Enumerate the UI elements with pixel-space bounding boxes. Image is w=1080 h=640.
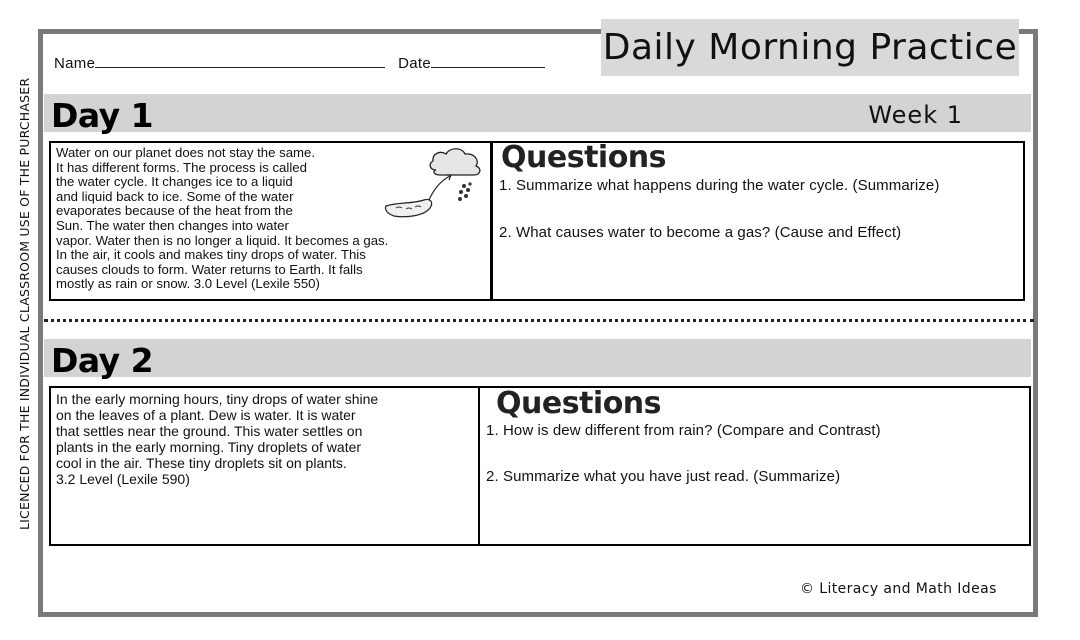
day2-label: Day 2	[51, 341, 154, 380]
passage-line: vapor. Water then is no longer a liquid. It becomes a gas.	[56, 232, 389, 248]
questions-title: Questions	[496, 386, 662, 421]
section-divider	[44, 319, 1034, 322]
passage-line: Water on our planet does not stay the same.	[56, 145, 316, 160]
day2-passage	[49, 386, 480, 546]
passage-line: causes clouds to form. Water returns to Earth. It falls	[56, 261, 363, 277]
passage-line: the water cycle. It changes ice to a liquid	[56, 174, 293, 190]
name-blank[interactable]	[95, 53, 385, 68]
passage-line: and liquid back to ice. Some of the water	[56, 188, 294, 204]
license-notice: LICENCED FOR THE INDIVIDUAL CLASSROOM USE OF THE PURCHASER	[17, 77, 32, 530]
questions-title: Questions	[501, 140, 667, 175]
passage-line: Sun. The water then changes into water	[56, 217, 289, 233]
question-item: 2. Summarize what you have just read. (Summarize)	[486, 468, 841, 485]
passage-line: on the leaves of a plant. Dew is water. It is water	[56, 407, 356, 423]
passage-line: evaporates because of the heat from the	[56, 203, 293, 219]
page-title: Daily Morning Practice	[601, 19, 1019, 76]
day1-header-bar	[44, 94, 1031, 135]
passage-line: plants in the early morning. Tiny droplets of water	[56, 439, 362, 455]
passage-line: It has different forms. The process is called	[56, 159, 307, 175]
question-item: 1. Summarize what happens during the water cycle. (Summarize)	[499, 177, 940, 194]
date-label: Date	[398, 55, 432, 72]
passage-line: that settles near the ground. This water settles on	[56, 423, 363, 439]
day2-questions	[478, 386, 1031, 546]
day2-header-bar	[44, 339, 1031, 380]
week-label: Week 1	[868, 101, 963, 129]
day1-questions	[491, 141, 1025, 301]
question-item: 1. How is dew different from rain? (Compare and Contrast)	[486, 422, 881, 439]
name-date-line	[54, 53, 545, 72]
question-item: 2. What causes water to become a gas? (Cause and Effect)	[499, 224, 902, 241]
passage-line: 3.2 Level (Lexile 590)	[56, 471, 190, 487]
copyright-notice: © Literacy and Math Ideas	[800, 581, 997, 597]
passage-line: In the air, it cools and makes tiny drops of water. This	[56, 247, 366, 263]
water-cycle-icon	[384, 144, 488, 220]
passage-line: cool in the air. These tiny droplets sit on plants.	[56, 455, 347, 471]
name-label: Name	[54, 55, 96, 72]
date-blank[interactable]	[431, 53, 545, 68]
day1-label: Day 1	[51, 96, 154, 135]
passage-line: mostly as rain or snow. 3.0 Level (Lexile 550)	[56, 276, 320, 292]
passage-line: In the early morning hours, tiny drops of water shine	[56, 391, 379, 407]
